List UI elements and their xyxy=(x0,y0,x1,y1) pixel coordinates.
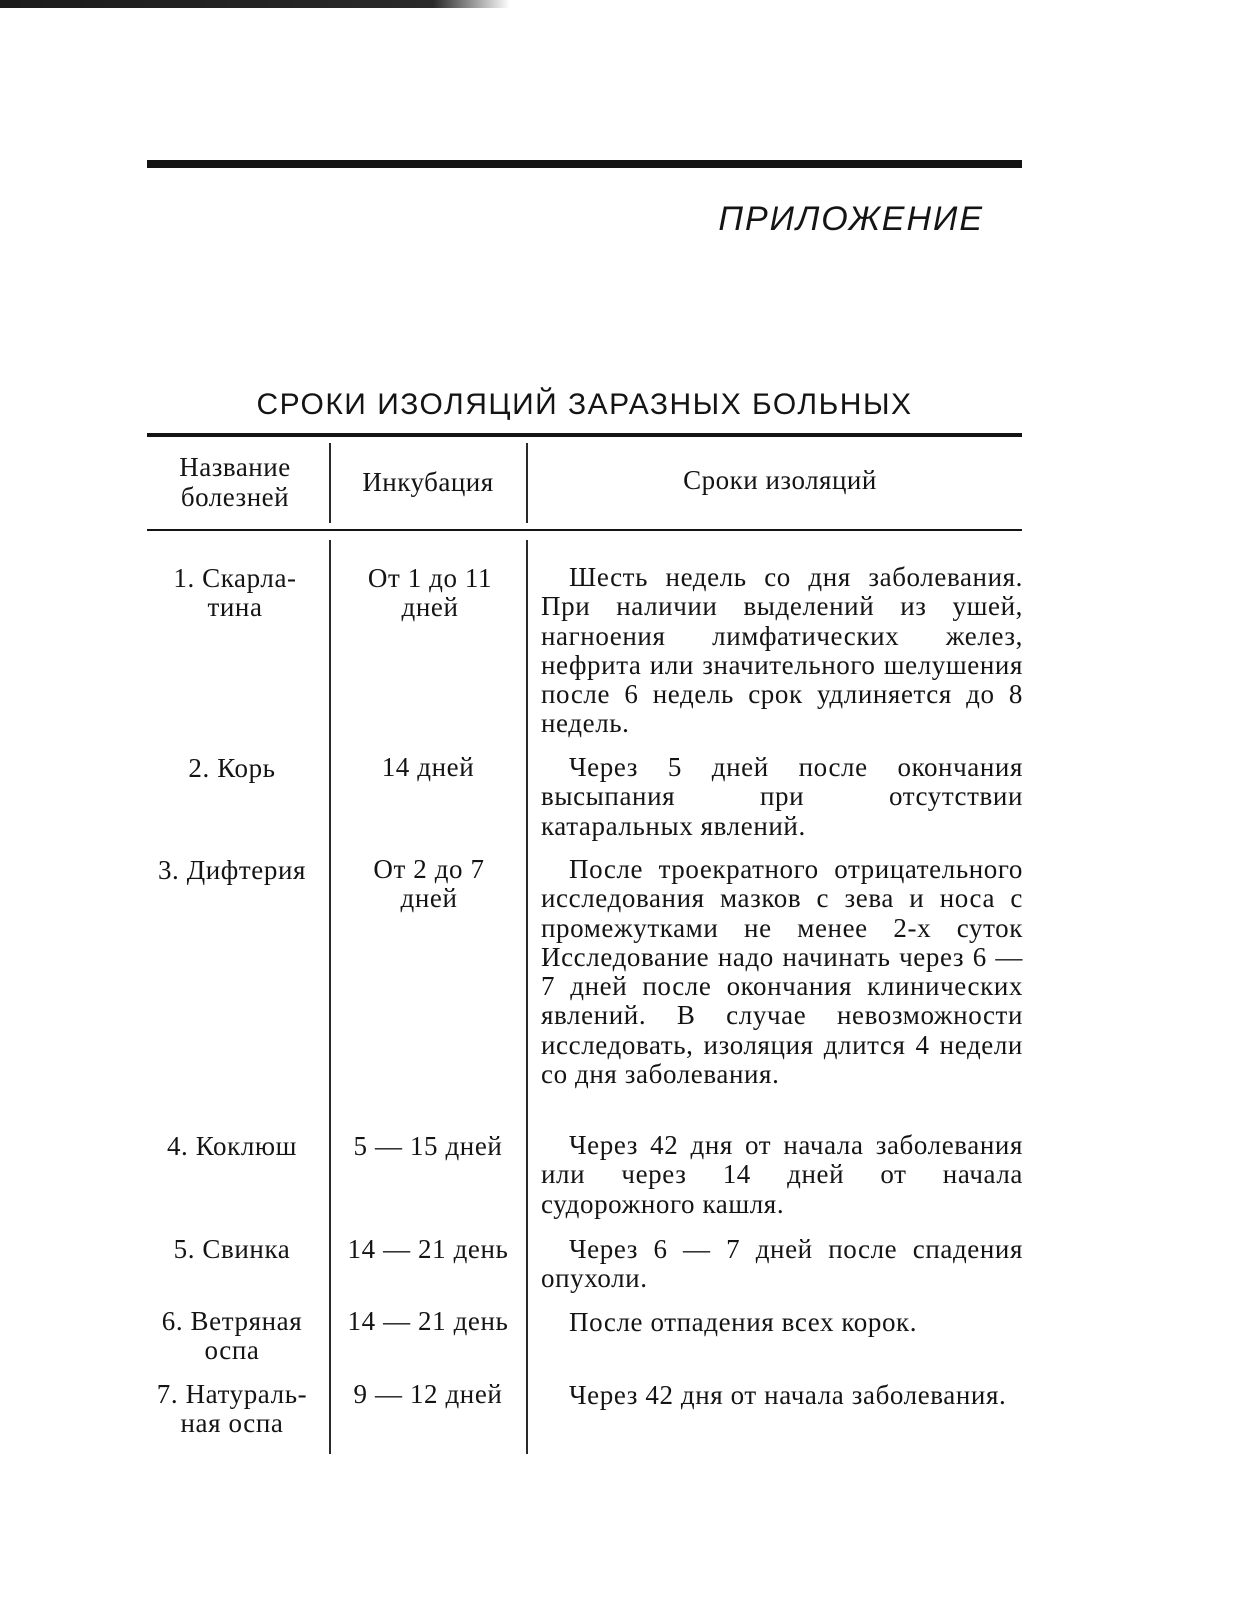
row-5-isolation: Через 6 — 7 дней после спадения опухоли. xyxy=(541,1234,1023,1294)
table-header-rule xyxy=(147,529,1022,531)
appendix-heading: ПРИЛОЖЕНИЕ xyxy=(718,200,984,238)
row-3-disease: 3. Дифтерия xyxy=(157,855,307,885)
row-2-isolation: Через 5 дней после окончания высыпания при отсутствии катаральных явлений. xyxy=(541,752,1023,841)
row-6-incubation: 14 — 21 день xyxy=(347,1306,509,1336)
column-divider-1 xyxy=(329,540,331,1454)
row-1-isolation: Шесть недель со дня заболевания. При наличии выделений из ушей, нагноения лимфатических желез, нефрита или значительного шелушения после 6 недель срок удлиняется до 8 недель. xyxy=(541,562,1023,739)
row-1-disease: 1. Скарла-тина xyxy=(173,563,297,623)
column-divider-2 xyxy=(526,540,528,1454)
header-isolation: Сроки изоляций xyxy=(683,465,877,495)
row-7-incubation: 9 — 12 дней xyxy=(353,1379,503,1409)
column-divider-2-header xyxy=(526,443,528,523)
row-6-isolation: После отпадения всех корок. xyxy=(569,1307,918,1337)
header-disease: Название болезней xyxy=(179,452,291,512)
header-incubation: Инкубация xyxy=(362,467,494,497)
row-4-isolation: Через 42 дня от начала заболевания или через 14 дней от начала судорожного кашля. xyxy=(541,1130,1023,1219)
row-5-disease: 5. Свинка xyxy=(173,1234,291,1264)
row-3-incubation: От 2 до 7 дней xyxy=(373,854,485,914)
row-1-incubation: От 1 до 11 дней xyxy=(367,563,493,623)
scan-edge-mark xyxy=(0,0,510,8)
table-top-rule xyxy=(147,433,1022,437)
row-3-isolation: После троекратного отрицательного исследования мазков с зева и носа с промежутками не менее 2-х суток Исследование надо начинать через 6 — 7 дней после окончания клинических явлений. В случае невозможности исследовать, изоляция длится 4 недели со дня заболевания. xyxy=(541,854,1023,1090)
row-5-incubation: 14 — 21 день xyxy=(347,1234,509,1264)
column-divider-1-header xyxy=(329,443,331,523)
row-2-incubation: 14 дней xyxy=(381,752,475,782)
row-7-isolation: Через 42 дня от начала заболевания. xyxy=(569,1380,1007,1410)
table-title: СРОКИ ИЗОЛЯЦИЙ ЗАРАЗНЫХ БОЛЬНЫХ xyxy=(256,388,913,421)
row-2-disease: 2. Корь xyxy=(188,753,276,783)
row-4-disease: 4. Коклюш xyxy=(166,1131,298,1161)
row-7-disease: 7. Натураль-ная оспа xyxy=(156,1379,308,1439)
row-4-incubation: 5 — 15 дней xyxy=(353,1131,503,1161)
row-6-disease: 6. Ветряная оспа xyxy=(161,1306,303,1366)
top-rule xyxy=(147,160,1022,168)
